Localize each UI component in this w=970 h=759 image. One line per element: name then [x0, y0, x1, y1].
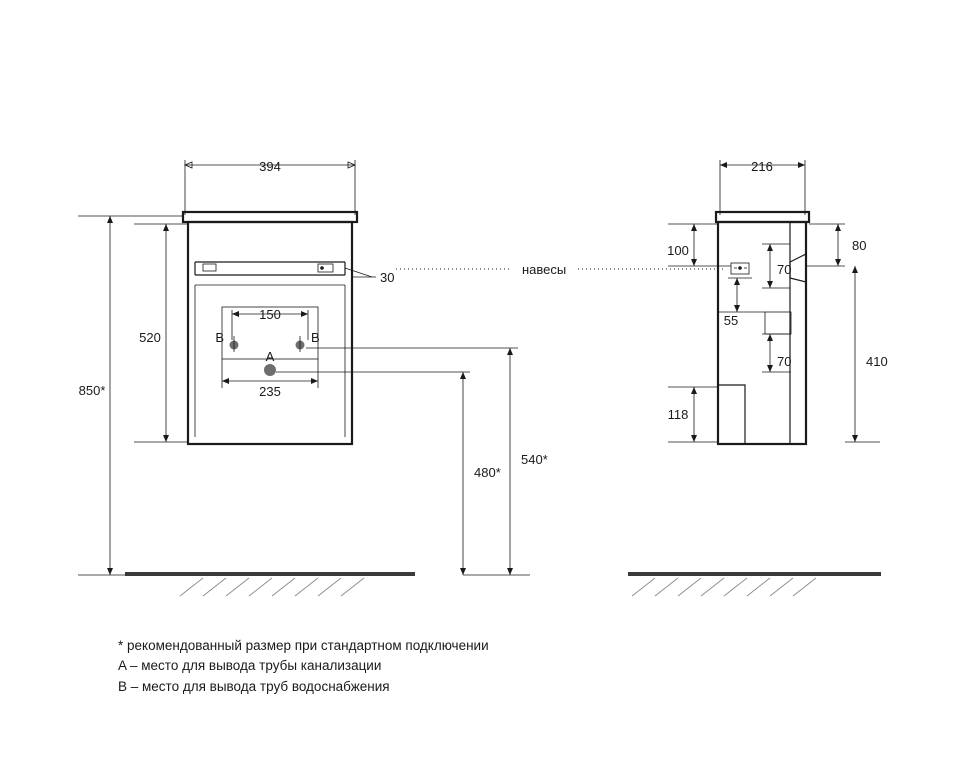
total-height-value: 850*: [78, 383, 106, 398]
base-offset-value: 118: [667, 407, 689, 422]
lower-width-value: 70: [777, 354, 792, 369]
water-height-value: 540*: [521, 452, 548, 467]
side-body: [718, 222, 806, 444]
side-mid-detail: [765, 312, 791, 334]
drain-offset-value: 235: [259, 384, 281, 399]
mid-offset-value: 55: [723, 313, 739, 328]
drain-outlet: [264, 364, 276, 376]
hanger-bracket-left: [203, 264, 216, 271]
water-marker-right: B: [311, 330, 320, 345]
water-height-dimension: [306, 348, 530, 575]
hanger-offset-dimension: [345, 268, 376, 277]
drain-height-dimension: [276, 372, 470, 575]
legend-item-1: A – место для вывода трубы канализации: [118, 658, 382, 673]
side-depth-value: 216: [751, 159, 773, 174]
water-marker-left: B: [215, 330, 224, 345]
lower-height-value: 410: [866, 354, 888, 369]
side-base-detail: [718, 385, 745, 444]
hanger-hole-right: [320, 266, 324, 270]
mid-offset-dimension: [718, 278, 765, 312]
legend-item-2: B – место для вывода труб водоснабжения: [118, 679, 390, 694]
sink-profile: [790, 254, 806, 282]
hangers-label: навесы: [522, 262, 567, 277]
floor-hatch-side: [632, 578, 816, 596]
front-width-value: 394: [259, 159, 281, 174]
floor-line-front: [125, 572, 415, 576]
drain-height-value: 480*: [474, 465, 501, 480]
side-countertop: [716, 212, 809, 222]
side-view-group: [628, 159, 888, 596]
floor-hatch-front: [180, 578, 364, 596]
water-spacing-value: 150: [259, 307, 281, 322]
top-offset-value: 100: [667, 243, 689, 258]
sink-offset-value: 80: [852, 238, 867, 253]
sink-offset-dimension: [806, 224, 845, 266]
hanger-offset-value: 30: [380, 270, 395, 285]
cabinet-body: [188, 222, 352, 444]
countertop: [183, 212, 357, 222]
drain-marker: A: [265, 349, 275, 364]
cabinet-height-value: 520: [139, 330, 161, 345]
legend-item-0: * рекомендованный размер при стандартном подключении: [118, 638, 489, 653]
legend-group: [118, 638, 489, 694]
front-view-group: [78, 159, 726, 596]
hanger-width-value: 70: [777, 262, 792, 277]
floor-line-side: [628, 572, 881, 576]
